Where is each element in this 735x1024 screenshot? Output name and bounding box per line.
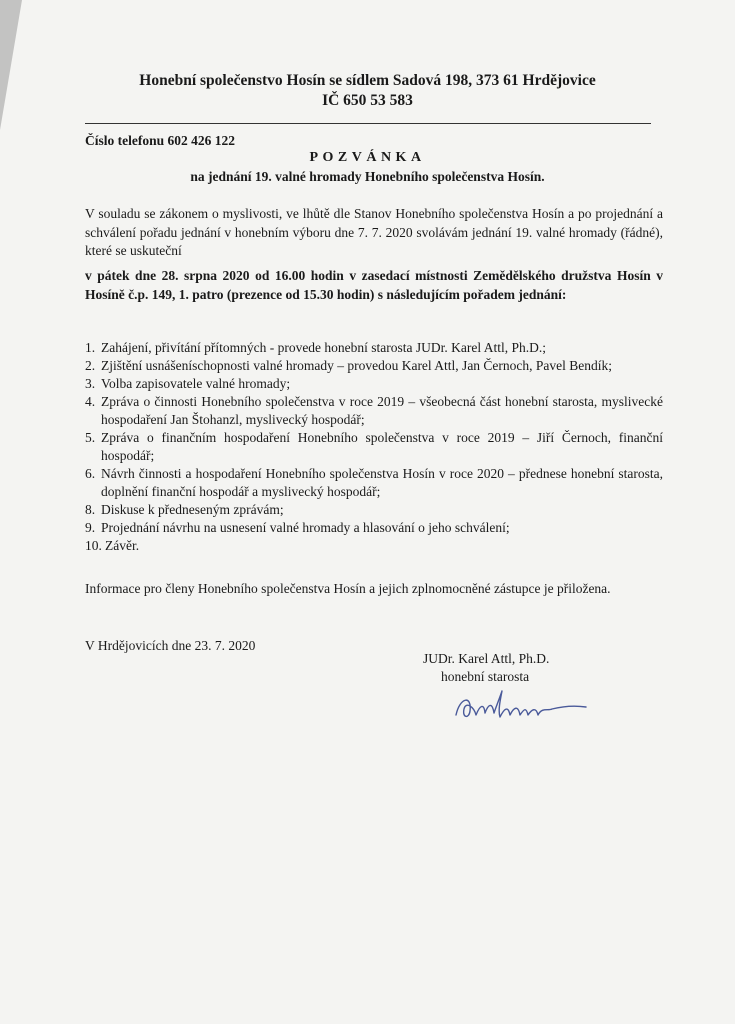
organization-id: IČ 650 53 583	[322, 92, 413, 109]
agenda-item-number: 3.	[85, 376, 96, 391]
agenda-item-text: Závěr.	[105, 538, 140, 553]
handwritten-signature	[452, 685, 592, 725]
agenda-item-number: 5.	[85, 430, 96, 445]
header-divider	[85, 123, 651, 124]
document-subtitle: na jednání 19. valné hromady Honebního společenstva Hosín.	[190, 169, 545, 184]
agenda-item-number: 8.	[85, 502, 96, 517]
agenda-item-number: 1.	[85, 340, 96, 355]
signer-role: honební starosta	[441, 669, 530, 684]
intro-paragraph: V souladu se zákonem o myslivosti, ve lhůtě dle Stanov Honebního společenstva Hosín a po projednání a schválení pořadu jednání v honebním výboru dne 7. 7. 2020 svolávám jednání 19. valné hromady (řádné), které se uskuteční	[85, 206, 663, 258]
info-paragraph: Informace pro členy Honebního společenstva Hosín a jejich zplnomocněné zástupce je přiložena.	[85, 581, 611, 596]
organization-header: Honební společenstvo Hosín se sídlem Sadová 198, 373 61 Hrdějovice	[139, 72, 596, 89]
meeting-details: v pátek dne 28. srpna 2020 od 16.00 hodin v zasedací místnosti Zemědělského družstva Hosín v Hosíně č.p. 149, 1. patro (prezence od 15.30 hodin) s následujícím pořadem jednání:	[85, 268, 663, 302]
signer-name: JUDr. Karel Attl, Ph.D.	[423, 651, 550, 666]
agenda-item-number: 9.	[85, 520, 96, 535]
agenda-item	[85, 393, 663, 429]
agenda-item-number: 4.	[85, 394, 96, 409]
agenda-item-text: Zjištění usnášeníschopnosti valné hromady – provedou Karel Attl, Jan Černoch, Pavel Bendík;	[101, 358, 613, 373]
agenda-item-text: Diskuse k předneseným zprávám;	[101, 502, 284, 517]
agenda-item-text: Zpráva o finančním hospodaření Honebního společenstva v roce 2019 – Jiří Černoch, finanční hospodář;	[101, 430, 663, 463]
agenda-item-text: Projednání návrhu na usnesení valné hromady a hlasování o jeho schválení;	[101, 520, 510, 535]
agenda-list	[85, 339, 663, 555]
agenda-item	[85, 375, 663, 393]
agenda-item-text: Návrh činnosti a hospodaření Honebního společenstva Hosín v roce 2020 – přednese honební starosta, doplnění finanční hospodář a myslivecký hospodář;	[101, 466, 663, 499]
agenda-item-text: Zahájení, přivítání přítomných - provede honební starosta JUDr. Karel Attl, Ph.D.;	[101, 340, 547, 355]
place-and-date: V Hrdějovicích dne 23. 7. 2020	[85, 638, 256, 653]
agenda-item-number: 2.	[85, 358, 96, 373]
agenda-item	[85, 339, 663, 357]
agenda-item-text: Volba zapisovatele valné hromady;	[101, 376, 291, 391]
scan-edge-shadow	[0, 0, 30, 130]
agenda-item	[85, 519, 663, 537]
phone-number: Číslo telefonu 602 426 122	[85, 133, 235, 148]
agenda-item-number: 10.	[85, 538, 102, 553]
agenda-item	[85, 465, 663, 501]
agenda-item	[85, 537, 663, 555]
agenda-item-text: Zpráva o činnosti Honebního společenstva v roce 2019 – všeobecná část honební starosta, myslivecké hospodaření Jan Štohanzl, myslivecký hospodář;	[101, 394, 663, 427]
agenda-item-number: 6.	[85, 466, 96, 481]
agenda-item	[85, 357, 663, 375]
agenda-item	[85, 429, 663, 465]
document-title: POZVÁNKA	[309, 150, 426, 165]
agenda-item	[85, 501, 663, 519]
